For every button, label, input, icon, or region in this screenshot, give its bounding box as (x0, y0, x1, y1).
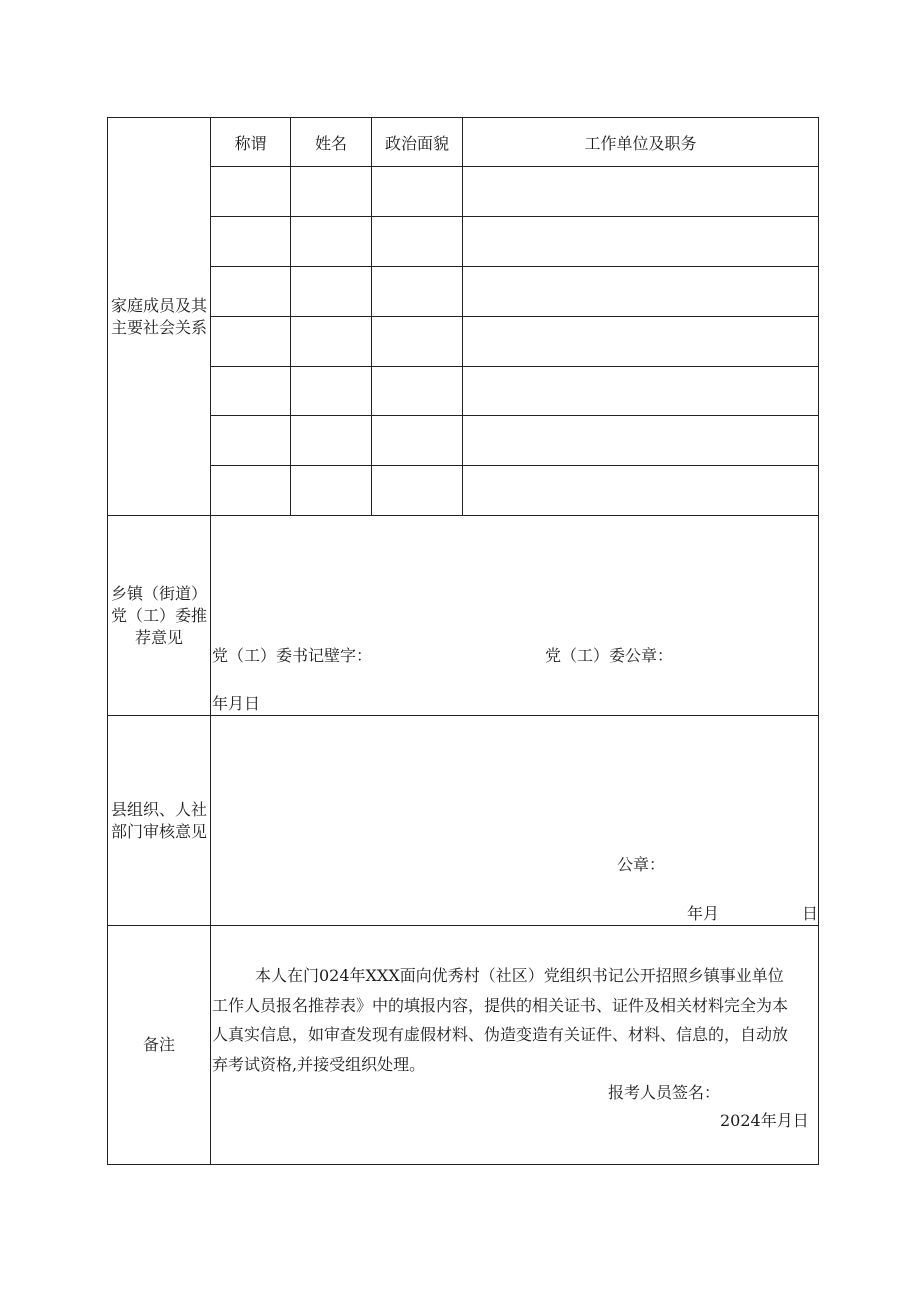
table-border-right (818, 117, 819, 1165)
name-cell[interactable] (291, 466, 371, 515)
section-divider (107, 925, 819, 926)
relation-cell[interactable] (211, 466, 290, 515)
relation-cell[interactable] (211, 367, 290, 415)
label-line: 乡镇（街道） (110, 583, 207, 603)
label-line: 荐意见 (134, 627, 183, 647)
name-cell[interactable] (291, 167, 371, 216)
label-line: 县组织、人社 (110, 799, 207, 819)
remarks-date-label: 2024年月日 (720, 1111, 809, 1130)
applicant-signature-label: 报考人员签名： (608, 1083, 721, 1102)
political-status-cell[interactable] (372, 317, 462, 366)
column-header-work-unit: 工作单位及职务 (584, 133, 697, 153)
declaration-line: 人真实信息，如审查发现有虚假材料、伪造变造有关证件、材料、信息的，自动放 (212, 1025, 789, 1044)
name-cell[interactable] (291, 267, 371, 316)
relation-cell[interactable] (211, 317, 290, 366)
county-date-day: 日 (802, 904, 819, 923)
work-unit-cell[interactable] (463, 466, 818, 515)
name-cell[interactable] (291, 416, 371, 465)
political-status-cell[interactable] (372, 267, 462, 316)
label-line: 家庭成员及其 (110, 296, 207, 315)
declaration-line: 工作人员报名推荐表》中的填报内容，提供的相关证书、证件及相关材料完全为本 (212, 996, 789, 1015)
work-unit-cell[interactable] (463, 217, 818, 266)
name-cell[interactable] (291, 367, 371, 415)
relation-cell[interactable] (211, 416, 290, 465)
party-seal-label: 党（工）委公章： (545, 646, 674, 665)
label-line: 备注 (142, 1035, 175, 1054)
political-status-cell[interactable] (372, 466, 462, 515)
name-cell[interactable] (291, 217, 371, 266)
declaration-line: 本人在门024年XXX面向优秀村（社区）党组织书记公开招照乡镇事业单位 (255, 966, 784, 985)
county-opinion-area[interactable] (211, 716, 818, 846)
name-cell[interactable] (291, 317, 371, 366)
work-unit-cell[interactable] (463, 267, 818, 316)
secretary-signature-label: 党（工）委书记壁字： (212, 646, 373, 665)
relation-cell[interactable] (211, 267, 290, 316)
column-header-name: 姓名 (314, 133, 347, 153)
county-seal-label: 公章： (617, 855, 666, 874)
work-unit-cell[interactable] (463, 317, 818, 366)
political-status-cell[interactable] (372, 217, 462, 266)
town-date-label: 年月日 (212, 694, 261, 713)
column-header-political-status: 政治面貌 (384, 133, 449, 153)
county-section-label (107, 716, 211, 925)
table-border-bottom (107, 1164, 819, 1165)
county-date-year-month: 年月 (687, 904, 720, 923)
political-status-cell[interactable] (372, 367, 462, 415)
political-status-cell[interactable] (372, 167, 462, 216)
column-header-title: 称谓 (234, 133, 267, 153)
work-unit-cell[interactable] (463, 367, 818, 415)
relation-cell[interactable] (211, 167, 290, 216)
town-opinion-area[interactable] (211, 516, 818, 636)
family-section-label (107, 118, 211, 516)
political-status-cell[interactable] (372, 416, 462, 465)
declaration-line: 弃考试资格,并接受组织处理。 (212, 1055, 426, 1074)
label-line: 党（工）委推 (110, 605, 207, 625)
relation-cell[interactable] (211, 217, 290, 266)
remarks-section-label (107, 926, 211, 1164)
work-unit-cell[interactable] (463, 416, 818, 465)
work-unit-cell[interactable] (463, 167, 818, 216)
town-section-label (107, 516, 211, 715)
label-line: 主要社会关系 (110, 318, 207, 337)
label-line: 部门审核意见 (110, 821, 207, 841)
